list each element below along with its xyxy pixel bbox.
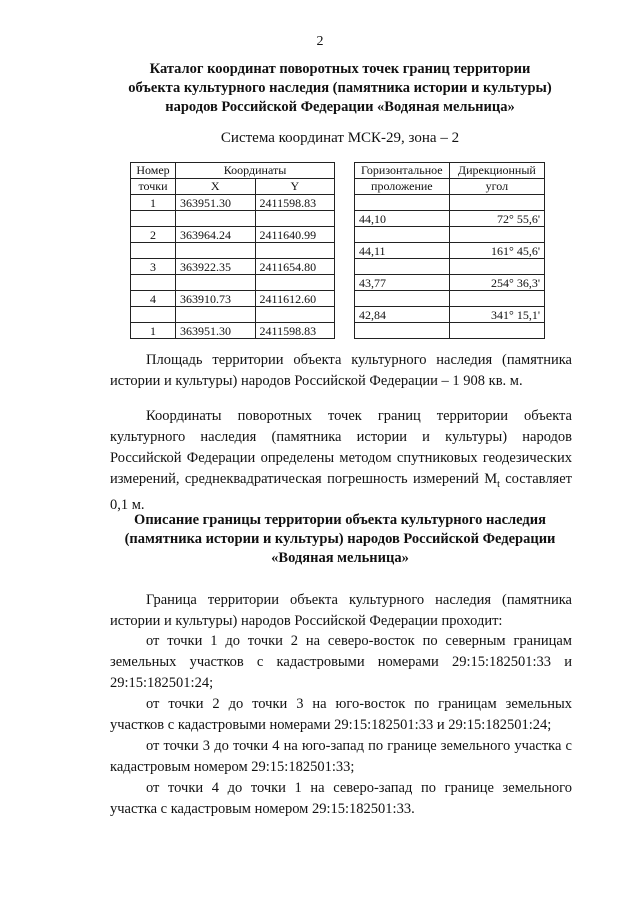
header-distance-2: проложение xyxy=(354,179,449,195)
catalog-title-line: Каталог координат поворотных точек границ территории xyxy=(149,61,531,77)
border-item: от точки 2 до точки 3 на юго-восток по границам земельных участков с кадастровыми номерами 29:15:182501:33 и 29:15:182501:24; xyxy=(110,696,572,733)
table-row xyxy=(131,275,545,291)
border-item: от точки 4 до точки 1 на северо-запад по границе земельного участка с кадастровым номером 29:15:182501:33. xyxy=(110,780,572,817)
cell-x: 363922.35 xyxy=(176,259,256,275)
cell-y xyxy=(255,243,335,259)
cell-gap xyxy=(335,323,355,339)
cell-point xyxy=(131,243,176,259)
header-point-line1: Номер xyxy=(136,163,170,177)
border-items xyxy=(110,631,572,820)
cell-distance: 42,84 xyxy=(354,307,449,323)
header-angle-2: угол xyxy=(449,179,544,195)
cell-point: 4 xyxy=(131,291,176,307)
description-title-line: Описание границы территории объекта культурного наследия xyxy=(134,512,546,528)
cell-gap xyxy=(335,243,355,259)
table-row xyxy=(131,291,545,307)
table-gap xyxy=(335,163,355,195)
cell-distance xyxy=(354,259,449,275)
cell-x: 363951.30 xyxy=(176,323,256,339)
cell-y: 2411598.83 xyxy=(255,195,335,211)
table-row xyxy=(131,195,545,211)
cell-point: 3 xyxy=(131,259,176,275)
cell-angle xyxy=(449,259,544,275)
cell-gap xyxy=(335,195,355,211)
cell-y xyxy=(255,307,335,323)
description-title-line: (памятника истории и культуры) народов Российской Федерации xyxy=(124,531,556,547)
cell-x: 363951.30 xyxy=(176,195,256,211)
cell-x xyxy=(176,211,256,227)
header-distance-1: Горизонтальное xyxy=(354,163,449,179)
border-intro: Граница территории объекта культурного наследия (памятника истории и культуры) народов Российской Федерации проходит: xyxy=(110,592,572,629)
cell-distance: 44,11 xyxy=(354,243,449,259)
header-angle-1: Дирекционный xyxy=(449,163,544,179)
cell-gap xyxy=(335,211,355,227)
cell-angle: 254° 36,3' xyxy=(449,275,544,291)
method-text: Координаты поворотных точек границ территории объекта культурного наследия (памятника истории и культуры) народов Российской Федерации определены методом спутниковых геодезических измерений, среднеквадратическая погрешность измерений M xyxy=(110,408,572,487)
cell-gap xyxy=(335,275,355,291)
method-paragraph xyxy=(110,406,572,516)
page-number: 2 xyxy=(316,34,324,49)
cell-distance xyxy=(354,227,449,243)
header-point xyxy=(131,163,176,179)
catalog-title-line: народов Российской Федерации «Водяная мельница» xyxy=(165,99,515,115)
header-y: Y xyxy=(255,179,335,195)
table-row xyxy=(131,323,545,339)
cell-gap xyxy=(335,307,355,323)
catalog-title xyxy=(110,60,570,117)
header-coords: Координаты xyxy=(176,163,335,179)
method-subscript: t xyxy=(497,478,500,490)
cell-y: 2411640.99 xyxy=(255,227,335,243)
header-x: X xyxy=(176,179,256,195)
cell-y xyxy=(255,275,335,291)
cell-angle xyxy=(449,195,544,211)
cell-x: 363964.24 xyxy=(176,227,256,243)
table-row xyxy=(131,259,545,275)
cell-gap xyxy=(335,227,355,243)
cell-distance xyxy=(354,195,449,211)
cell-y: 2411654.80 xyxy=(255,259,335,275)
cell-x xyxy=(176,243,256,259)
cell-y: 2411612.60 xyxy=(255,291,335,307)
border-item: от точки 1 до точки 2 на северо-восток по северным границам земельных участков с кадастровыми номерами 29:15:182501:33 и 29:15:182501:24; xyxy=(110,633,572,691)
cell-point xyxy=(131,307,176,323)
area-paragraph: Площадь территории объекта культурного наследия (памятника истории и культуры) народов Российской Федерации – 1 908 кв. м. xyxy=(110,352,572,389)
cell-angle xyxy=(449,323,544,339)
method-text-end: составляет 0,1 м. xyxy=(110,471,572,513)
description-title xyxy=(110,511,570,568)
coordinate-system: Система координат МСК-29, зона – 2 xyxy=(220,130,460,146)
cell-gap xyxy=(335,259,355,275)
header-point-line2: точки xyxy=(131,179,176,195)
description-title-line: «Водяная мельница» xyxy=(271,550,409,566)
cell-distance: 43,77 xyxy=(354,275,449,291)
table-row xyxy=(131,227,545,243)
coordinates-table xyxy=(130,162,545,339)
cell-point xyxy=(131,211,176,227)
border-item: от точки 3 до точки 4 на юго-запад по границе земельного участка с кадастровым номером 29:15:182501:33; xyxy=(110,738,572,775)
cell-gap xyxy=(335,291,355,307)
table-row xyxy=(131,243,545,259)
cell-x: 363910.73 xyxy=(176,291,256,307)
cell-angle: 161° 45,6' xyxy=(449,243,544,259)
cell-point: 2 xyxy=(131,227,176,243)
cell-angle xyxy=(449,227,544,243)
cell-distance xyxy=(354,323,449,339)
table-row xyxy=(131,307,545,323)
cell-x xyxy=(176,307,256,323)
cell-point: 1 xyxy=(131,195,176,211)
table-row xyxy=(131,211,545,227)
cell-point xyxy=(131,275,176,291)
cell-angle xyxy=(449,291,544,307)
cell-angle: 341° 15,1' xyxy=(449,307,544,323)
catalog-title-line: объекта культурного наследия (памятника истории и культуры) xyxy=(128,80,552,96)
cell-angle: 72° 55,6' xyxy=(449,211,544,227)
cell-x xyxy=(176,275,256,291)
cell-y xyxy=(255,211,335,227)
cell-y: 2411598.83 xyxy=(255,323,335,339)
cell-distance: 44,10 xyxy=(354,211,449,227)
cell-distance xyxy=(354,291,449,307)
cell-point: 1 xyxy=(131,323,176,339)
